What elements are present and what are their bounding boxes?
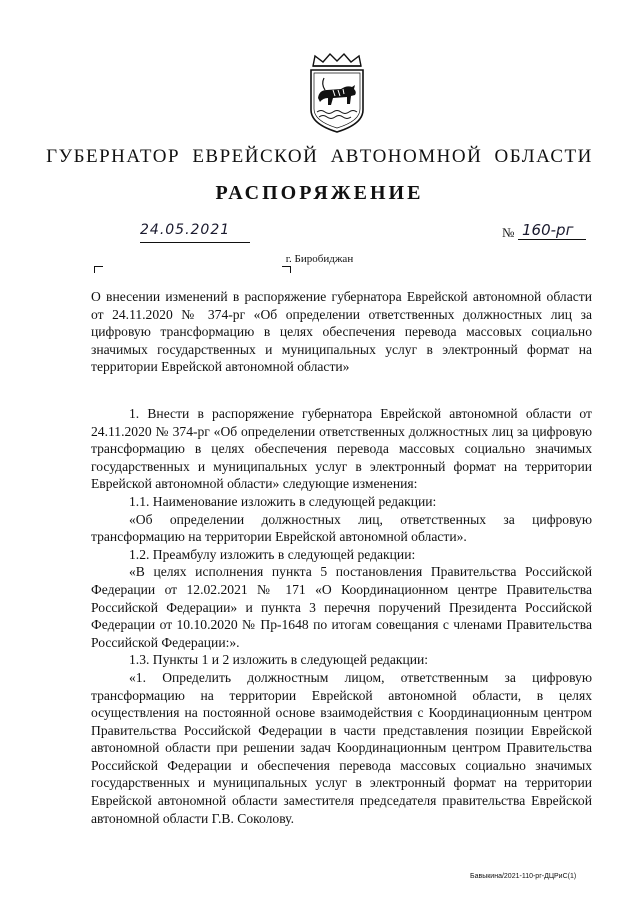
paragraph: «Об определении должностных лиц, ответственных за цифровую трансформацию на территории Еврейской автономной области».: [91, 511, 592, 545]
date-handwritten: 24.05.2021: [140, 222, 231, 238]
city: г. Биробиджан: [285, 253, 354, 265]
corner-mark-left: [94, 266, 103, 273]
paragraph: «В целях исполнения пункта 5 постановления Правительства Российской Федерации от 12.02.2021 № 171 «О Координационном центре Правительства Российской Федерации» и пункта 3 перечня поручений Президента Российской Федерации от 10.10.2020 № Пр-1648 по итогам совещания с членами Правительства Российской Федерации:».: [91, 564, 592, 650]
coat-of-arms-icon: [303, 52, 371, 134]
paragraph: 1.2. Преамбулу изложить в следующей редакции:: [129, 546, 416, 562]
subject-text: О внесении изменений в распоряжение губернатора Еврейской автономной области от 24.11.2020 № 374-рг «Об определении ответственных должностных лиц за цифровую трансформацию в целях обеспечения перевода массовых социально значимых государственных и муниципальных услуг в электронный формат на территории Еврейской автономной области»: [91, 289, 592, 375]
paragraph: 1. Внести в распоряжение губернатора Еврейской автономной области от 24.11.2020 № 374-рг «Об определении ответственных должностных лиц за цифровую трансформацию в целях обеспечения перевода массовых социально значимых государственных и муниципальных услуг в электронный формат на территории Еврейской автономной области» следующие изменения:: [91, 406, 592, 492]
paragraph: «1. Определить должностным лицом, ответственным за цифровую трансформацию на территории Еврейской автономной области, в целях осуществления на постоянной основе взаимодействия с Координационным центром Правительства Российской Федерации в части представления позиции Еврейской автономной области при решении задач Координационным центром Правительства Российской Федерации и обеспечения перевода массовых социально значимых государственных и муниципальных услуг в электронный формат на территории Еврейской автономной области заместителя председателя правительства Еврейской автономной области Г.В. Соколову.: [91, 669, 592, 826]
subject-block: [91, 288, 592, 376]
issuing-authority: ГУБЕРНАТОР ЕВРЕЙСКОЙ АВТОНОМНОЙ ОБЛАСТИ: [46, 146, 593, 167]
paragraph: 1.1. Наименование изложить в следующей редакции:: [129, 493, 437, 509]
number-handwritten: 160-рг: [518, 221, 586, 240]
number-prefix: №: [502, 225, 515, 240]
document-number: [502, 221, 592, 242]
paragraph: 1.3. Пункты 1 и 2 изложить в следующей редакции:: [129, 652, 429, 668]
body-block: [91, 405, 592, 827]
footer-reference: Бавыкина/2021-110-рг-ДЦРиС(1): [470, 873, 577, 880]
document-type: РАСПОРЯЖЕНИЕ: [215, 182, 424, 204]
corner-mark-right: [282, 266, 291, 273]
document-date: [140, 224, 250, 243]
